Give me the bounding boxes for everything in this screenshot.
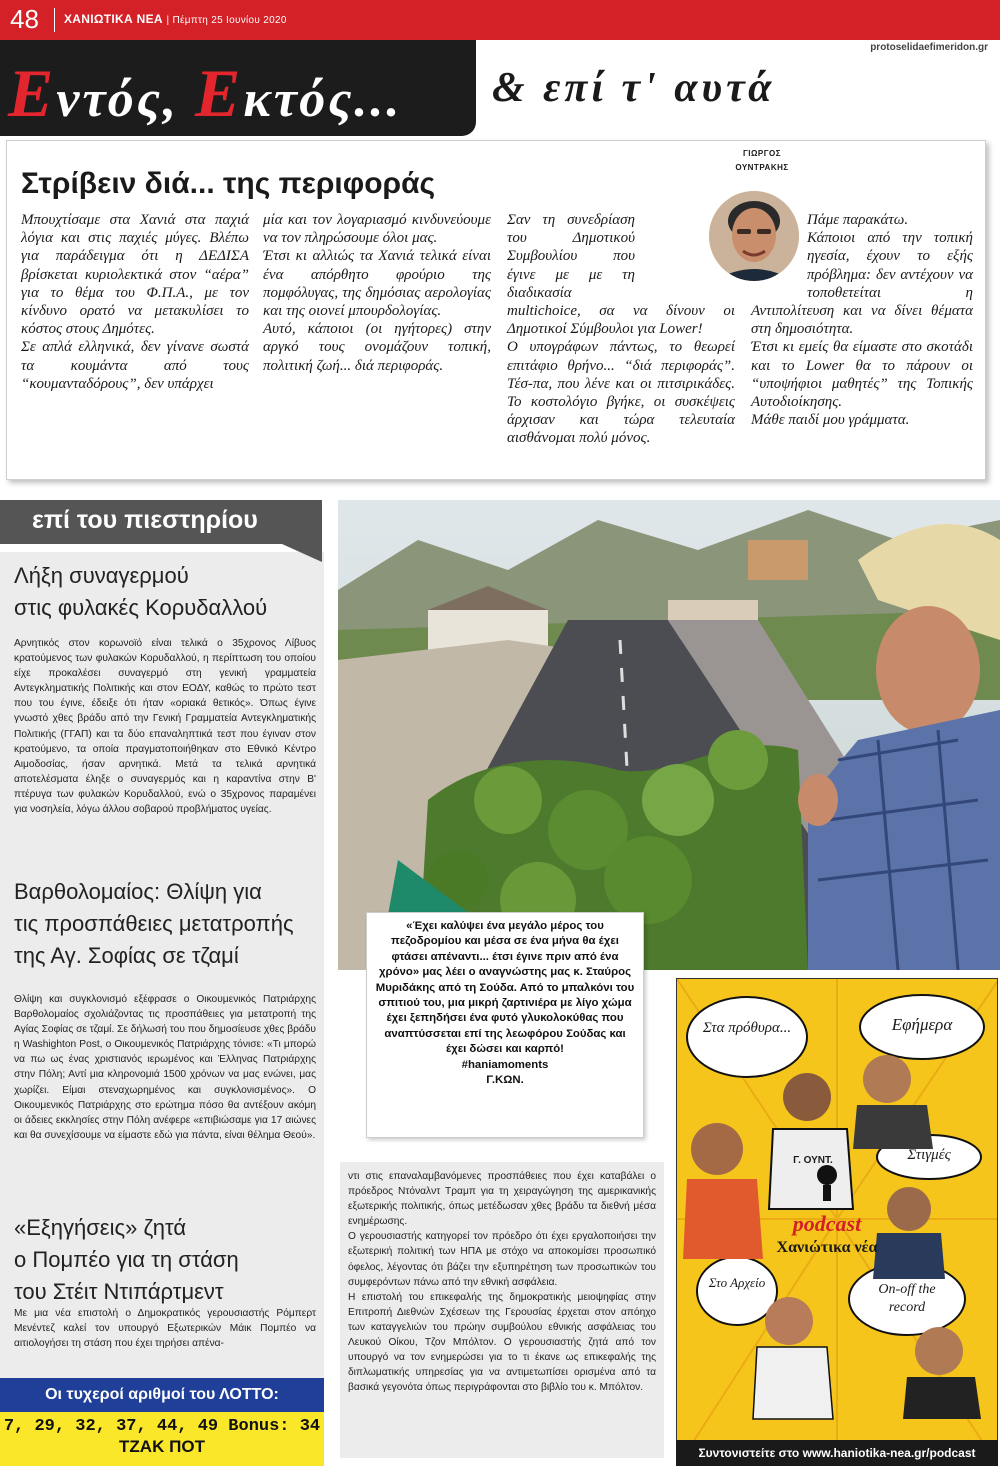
opinion-column-3 [507,211,735,448]
banner-word-2: κτός... [243,71,403,128]
bubble-stigmes: Στιγμές [907,1147,951,1163]
article-1-body: Αρνητικός στον κορωνοϊό είναι τελικά ο 35χρονος Λίβυος κρατούμενος των φυλακών Κορυδαλλού, η περίπτωση του οποίου είχε προκαλέσει συναγερμό στη γενική γραμματεία Αντεγκληματικής Πολιτικής και στον ΕΟΔΥ, καθώς το πρώτο τεστ που του έγινε, έδειξε ότι ήταν «οριακά θετικός». Όπως έγινε γνωστό χθες βράδυ από την Γενική Γραμματεία Αντεγκληματικής Πολιτικής (ΓΓΑΠ) και τα δύο επαναληπτικά τεστ που έγιναν στον κρατούμενο, τα οποία πραγματοποιήθηκαν στο Εθνικό Κέντρο Αιμοδοσίας, ήσαν αρνητικά. Μετά τα τελικά αρνητικά αποτελέσματα έληξε ο συναγερμός και η καραντίνα στην Β' πτέρυγα των φυλακών Κορυδαλλού, ενώ ο 35χρονος παραμένει για νοσηλεία, λόγω άλλου σοβαρού προβλήματος υγείας. [14,638,316,816]
continuation-paragraph: Η επιστολή του επικεφαλής της δημοκρατικής μειοψηφίας στην Επιτροπή Διεθνών Σχέσεων της Γερουσίας έρχεται στον απόηχο των καταγγελιών του πρώην συμβούλου εθνικής ασφάλειας του Λευκού Οίκου, Τζον Μπόλτον. Ο γερουσιαστής ζητά από τον υπουργό να τον ενημερώσει για το τι έκανε ως επικεφαλής της διπλωματικής υπηρεσίας για να αντιμετωπίσει ορισμένα από τα βασικά γεγονότα όπως περιγράφονται στο βιβλίο του κ. Μπόλτον. [348,1291,656,1394]
article-3-headline [14,1212,239,1308]
photo-balcony-plant [338,500,1000,970]
article-3-body: Με μια νέα επιστολή ο Δημοκρατικός γερουσιαστής Ρόμπερτ Μενέντεζ καλεί τον υπουργό Εξωτερικών Μάικ Πομπέο να αιτιολογήσει τη στάση που έχει τηρήσει απένα- [14,1308,316,1350]
headline-line: «Εξηγήσεις» ζητά [14,1215,187,1240]
headline-line: του Στέιτ Ντιπάρτμεντ [14,1279,224,1304]
opinion-paragraph: Έτσι κι αλλιώς τα Χανιά τελικά είναι ένα απόρθητο φρούριο της πομφόλυγας, της δημόσιας αερολογίας και της οιονεί μπουρδολογίας. [263,248,491,320]
headline-line: ο Πομπέο για τη στάση [14,1247,239,1272]
publication-name [64,12,287,26]
article-1-headline [14,560,267,624]
bubble-on-off-record: On-off the record [878,1282,936,1315]
press-header-tab [282,544,322,562]
article-3-continuation [340,1162,664,1458]
podcast-brand: Χανιώτικα νέα [776,1239,878,1256]
lotto-results [0,1412,324,1466]
author-first-name: ΓΙΩΡΓΟΣ [742,149,782,158]
opinion-paragraph: Μπουχτίσαμε στα Χανιά στα παχιά λόγια και στις παχιές μύγες. Βλέπω για παράδειγμα ότι η ΔΕΔΙΣΑ βρίσκεται κυριολεκτικά στον “αέρα” για το θέμα του Φ.Π.Α., με τον κίνδυνο ορατό να μετακυλίσει το κόστος στους Δημότες. [21,212,249,338]
headline-line: στις φυλακές Κορυδαλλού [14,595,268,620]
caption-text: «Έχει καλύψει ένα μεγάλο μέρος του πεζοδρομίου και μέσα σε ένα μήνα θα έχει φτάσει απέναντι... έτσι έγινε πριν από ένα χρόνο» μας λέει ο αναγνώστης μας κ. Σταύρος Μυριδάκης από τη Σούδα. Από το μπαλκόνι του σπιτιού του, μια μικρή ζαρτινιέρα με λίγο χώμα έχει ξεπηδήσει ένα φυτό γλυκολοκύθας που αναπτύσσεται επί της λεωφόρου Σούδας και έχει δώσει και καρπό! [375,920,635,1056]
photo-float-spacer [751,211,807,287]
headline-line: Λήξη συναγερμού [14,563,189,588]
opinion-column-4 [751,211,973,429]
headline-line: Βαρθολομαίος: Θλίψη για [14,879,262,904]
podcast-word: podcast [792,1211,862,1236]
opinion-paragraph: Ο υπογράφων πάντως, το θεωρεί επιτάφιο θρήνο... “διά περιφοράς”. Τέσ-πα, που λένε και οι πιτσιρικάδες. Το κοστολόγιο βγήκε, οι συσκέψεις άρχισαν και τώρα τελευταία αισθάνομαι πολύ μόνος. [507,339,735,447]
page-number: 48 [10,4,39,34]
column-banner [0,40,476,136]
press-section-header [0,500,322,544]
column-banner-title [8,54,402,133]
opinion-paragraph: Κάποιοι από την τοπική ηγεσία, έχουν το εξής πρόβλημα: δεν αντέχουν να τοποθετείται η Αντιπολίτευση και να δίνει θέματα στη δημοσιότητα. [751,230,973,338]
photo-float-spacer [635,211,735,287]
opinion-paragraph: μία και τον λογαριασμό κινδυνεύουμε να τον πληρώσουμε όλοι μας. [263,212,491,247]
opinion-column-1 [21,211,249,393]
opinion-paragraph: Σαν τη συνεδρίαση του Δημοτικού Συμβουλίου που έγινε με με τη διαδικασία multichoice, σα να δίνουν οι Δημοτικοί Σύμβουλοι για Lower! [507,212,735,338]
bubble-archeio: Στο Αρχείο [708,1275,766,1290]
header-divider [54,8,55,32]
lotto-numbers: 7, 29, 32, 37, 44, 49 Bonus: 34 [3,1417,321,1436]
header-bar [0,0,1000,40]
opinion-paragraph: Έτσι κι εμείς θα είμαστε στο σκοτάδι και το Lower θα το πάρουν οι “υποψήφιοι μαθητές” της Τοπικής Αυτοδιοίκησης. [751,339,973,411]
bubble-efimera: Εφήμερα [891,1015,953,1034]
continuation-paragraph: ντι στις επαναλαμβανόμενες προσπάθειες που έχει καταβάλει ο πρόεδρος Ντόναλντ Τραμπ για τη χειραγώγηση της αμερικανικής εξωτερικής πολιτικής, όπως μετέδωσαν χθες βράδυ τα διεθνή μέσα ενημέρωσης. [348,1171,656,1228]
lotto-heading: Οι τυχεροί αριθμοί του ΛΟΤΤΟ: [0,1378,324,1412]
author-last-name: ΟΥΝΤΡΑΚΗΣ [735,163,789,172]
opinion-paragraph: Πάμε παρακάτω. [807,212,909,228]
continuation-paragraph: Ο γερουσιαστής κατηγορεί τον πρόεδρο ότι έχει εργαλοποιήσει την εξωτερική πολιτική των ΗΠΑ με στόχο να αποκομίσει προσωπικό όφελος, λέγοντας ότι βάζει την εξυπηρέτηση των προσωπικών του συμφερόντων πάνω από την εθνική ασφάλεια. [348,1231,656,1288]
bubble-prothyra: Στα πρόθυρα... [702,1020,792,1036]
author-name [717,147,807,175]
opinion-paragraph: Αυτό, κάποιοι (οι ηγήτορες) στην αργκό τους ονομάζουν τοπική, πολιτική ζωή... διά περιφοράς. [263,321,491,374]
news-photo [338,500,1000,970]
caption-signature: Γ.ΚΩΝ. [486,1074,524,1087]
caption-hashtag: #haniamoments [461,1058,549,1071]
banner-word-1: ντός, [56,71,179,128]
article-2-body: Θλίψη και συγκλονισμό εξέφρασε ο Οικουμενικός Πατριάρχης Βαρθολομαίος σχολιάζοντας τις προσπάθειες για μετατροπή της Αγίας Σοφίας σε τζαμί. Σε δήλωσή του που δημοσίευσε χθες βράδυ η Washighton Post, ο Οικουμενικός Πατριάρχης τόνισε: «Τι μπορώ να πω ως ένας χριστιανός ιερωμένος και Έλληνας Πατριάρχης στην Πόλη; Αντί μια κληρονομιά 1500 χρόνων να μας ενώνει, μας χωρίζει. Είμαι στεναχωρημένος και συγκλονισμένος». Ο Οικουμενικός Πατριάρχης στο ερώτημα πόσο θα αντέξουν ακόμη οι άδειες εκκλησίες στην Πόλη ανέφερε «επιβιώσαμε για 17 αιώνες και θα συνεχίσουμε να είμαστε εδώ για πάντα, είναι θέλημα Θεού». [14,994,316,1141]
opinion-box [6,140,986,480]
podcast-advertisement [676,978,998,1466]
banner-initial-2: Ε [194,55,244,131]
opinion-title: Στρίβειν διά... της περιφοράς [21,167,436,200]
lotto-jackpot: ΤΖΑΚ ΠΟΤ [119,1437,205,1456]
podcast-footer: Συντονιστείτε στο www.haniotika-nea.gr/podcast [676,1440,998,1466]
headline-line: τις προσπάθειες μετατροπής [14,911,294,936]
publication-title: ΧΑΝΙΩΤΙΚΑ ΝΕΑ [64,12,163,26]
press-section-title: επί του πιεστηρίου [32,506,258,534]
photo-caption [366,912,644,1138]
banner-initial-1: Ε [8,55,57,131]
publication-date: | Πέμπτη 25 Ιουνίου 2020 [166,15,287,26]
lotto-box [0,1378,324,1466]
opinion-column-2 [263,211,491,375]
headline-line: της Αγ. Σοφίας σε τζαμί [14,943,239,968]
shirt-label: Γ. ΟΥΝΤ. [793,1155,833,1166]
article-2-headline [14,876,294,972]
source-watermark: protoselidaefimeridon.gr [870,42,988,53]
column-banner-subtitle: & επί τ' αυτά [492,65,776,111]
opinion-paragraph: Σε απλά ελληνικά, δεν γίνανε σωστά τα κουμάντα από τους “κουμανταδόρους”, δεν υπάρχει [21,339,249,392]
opinion-paragraph: Μάθε παιδί μου γράμματα. [751,412,910,429]
